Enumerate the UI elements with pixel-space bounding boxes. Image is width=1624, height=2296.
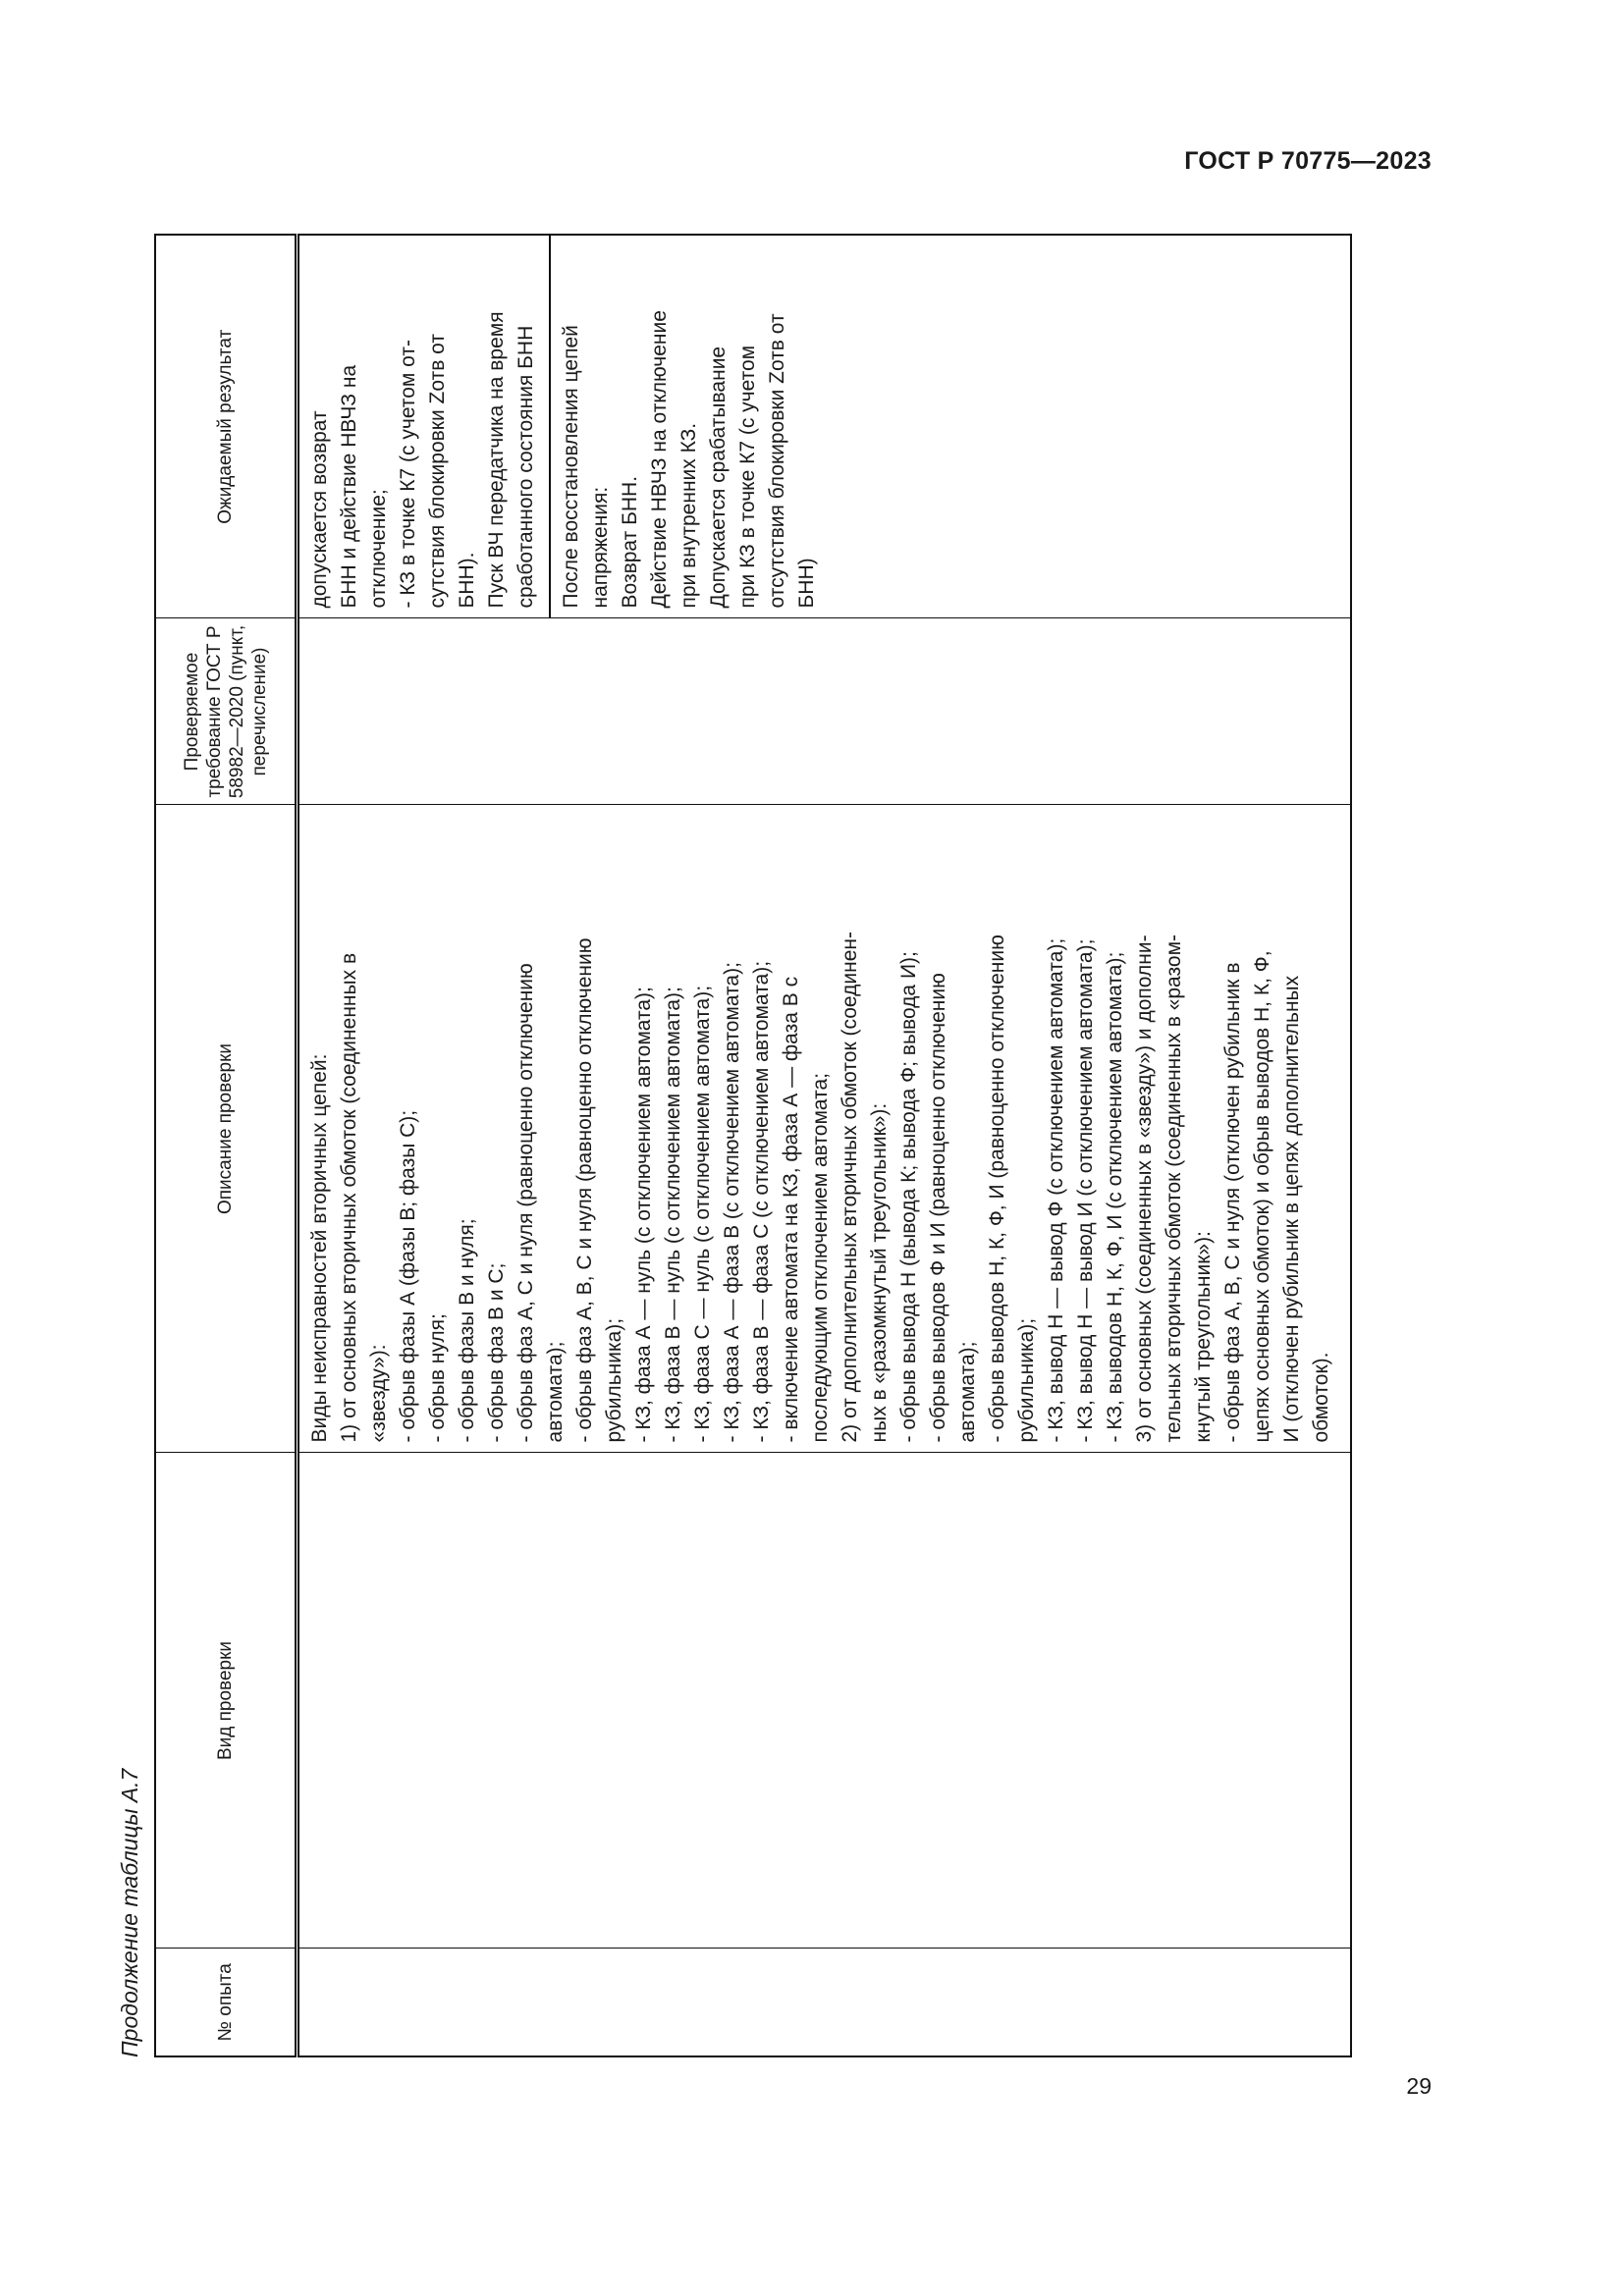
result-line: БНН): [795, 558, 818, 609]
cell-expected-result: [298, 235, 1352, 618]
table-caption: Продолжение таблицы А.7: [117, 1768, 142, 2057]
description-line: - обрыв фаз А, В, С и нуля (отключен рубильник в: [1221, 962, 1244, 1443]
cell-check-description: [298, 805, 1352, 1453]
description-line: тельных вторичных обмоток (соединенных в «разом-: [1163, 934, 1185, 1443]
description-line: - обрыв фаз А, В, С и нуля (равноценно отключению: [573, 937, 596, 1443]
result-line: при внутренних КЗ.: [677, 422, 700, 609]
header-test-number: № опыта: [155, 1949, 298, 2056]
description-line: - КЗ, фаза С — нуль (с отключением автомата);: [691, 985, 714, 1443]
description-line: цепях основных обмоток) и обрыв выводов Н, К, Ф,: [1251, 950, 1273, 1443]
description-line: «звезду»):: [367, 1344, 390, 1443]
description-line: - обрыв фаз А, С и нуля (равноценно отключению: [514, 963, 537, 1443]
result-line: Пуск ВЧ передатчика на время: [485, 311, 508, 609]
description-line: - КЗ, фаза А — фаза В (с отключением автомата);: [721, 962, 743, 1443]
header-check-description: Описание проверки: [155, 805, 298, 1453]
description-line: автомата);: [956, 1341, 979, 1443]
description-line: последующим отключением автомата;: [809, 1073, 832, 1443]
cell-test-number: [298, 1949, 1352, 2056]
header-expected-result: Ожидаемый результат: [155, 235, 298, 618]
description-line: - обрыв фазы А (фазы В; фазы С);: [397, 1109, 419, 1443]
result-line: Возврат БНН.: [619, 475, 641, 609]
cell-check-type: [298, 1453, 1352, 1949]
description-line: кнутый треугольник»):: [1192, 1231, 1215, 1443]
description-line: обмоток).: [1310, 1352, 1332, 1443]
cell-requirement: [298, 618, 1352, 805]
result-segments: [299, 236, 828, 618]
result-line: отсутствия блокировки Zотв от: [766, 313, 788, 609]
description-line: - КЗ, вывод Н — вывод Ф (с отключением автомата);: [1045, 937, 1067, 1443]
description-lines: [305, 812, 1336, 1443]
result-line: отключение;: [367, 489, 390, 609]
result-line: при КЗ в точке К7 (с учетом: [736, 345, 759, 609]
description-line: - включение автомата на КЗ, фаза А — фаза В с: [780, 976, 802, 1443]
rotated-table-block: [108, 234, 1355, 2059]
description-line: - обрыв фаз В и С;: [485, 1262, 508, 1443]
description-line: И (отключен рубильник в цепях дополнительных: [1280, 975, 1303, 1443]
description-line: 1) от основных вторичных обмоток (соединенных в: [338, 952, 360, 1443]
header-check-type: Вид проверки: [155, 1453, 298, 1949]
result-line: напряжения:: [589, 486, 612, 609]
description-line: - КЗ, фаза В — фаза С (с отключением автомата);: [750, 960, 773, 1443]
description-line: - КЗ, фаза В — нуль (с отключением автомата);: [662, 987, 684, 1443]
description-line: - КЗ, фаза А — нуль (с отключением автомата);: [632, 987, 655, 1443]
description-line: ных в «разомкнутый треугольник»):: [868, 1102, 891, 1443]
result-line: БНН).: [456, 552, 478, 609]
result-segment: [299, 236, 551, 618]
result-line: Допускается срабатывание: [707, 346, 730, 609]
result-line: После восстановления цепей: [560, 325, 582, 609]
description-line: рубильника);: [1015, 1317, 1038, 1443]
table-header-row: [155, 235, 298, 2056]
result-line: БНН и действие НВЧЗ на: [338, 364, 360, 609]
result-line: Действие НВЧЗ на отключение: [648, 310, 671, 609]
description-line: - КЗ, выводов Н, К, Ф, И (с отключением автомата);: [1104, 951, 1126, 1443]
description-line: 2) от дополнительных вторичных обмоток (соединен-: [839, 932, 861, 1443]
description-line: 3) от основных (соединенных в «звезду») и дополни-: [1133, 934, 1156, 1443]
table-row: [298, 235, 1352, 2056]
result-line: сутствия блокировки Zотв от: [426, 333, 449, 609]
standard-designation: ГОСТ Р 70775—2023: [1184, 147, 1432, 175]
description-line: рубильника);: [603, 1317, 625, 1443]
description-line: - обрыв выводов Ф и И (равноценно отключению: [927, 973, 949, 1443]
description-line: - обрыв вывода Н (вывода К; вывода Ф; вывода И);: [897, 951, 920, 1443]
description-line: - обрыв фазы В и нуля;: [456, 1218, 478, 1443]
description-line: - обрыв нуля;: [426, 1313, 449, 1443]
description-line: автомата);: [544, 1341, 567, 1443]
description-line: - обрыв выводов Н, К, Ф, И (равноценно отключению: [986, 934, 1008, 1443]
result-line: сработанного состояния БНН: [514, 325, 537, 609]
result-line: допускается возврат: [308, 410, 331, 609]
test-table: [154, 234, 1352, 2057]
page-number: 29: [1406, 2073, 1432, 2099]
header-requirement: Проверяемое требование ГОСТ Р 58982—2020 (пункт, перечисление): [155, 618, 298, 805]
description-line: - КЗ, вывод Н — вывод И (с отключением автомата);: [1074, 938, 1097, 1443]
result-line: - КЗ в точке К7 (с учетом от-: [397, 340, 419, 609]
description-line: Виды неисправностей вторичных цепей:: [308, 1053, 331, 1443]
result-segment: [551, 236, 828, 618]
